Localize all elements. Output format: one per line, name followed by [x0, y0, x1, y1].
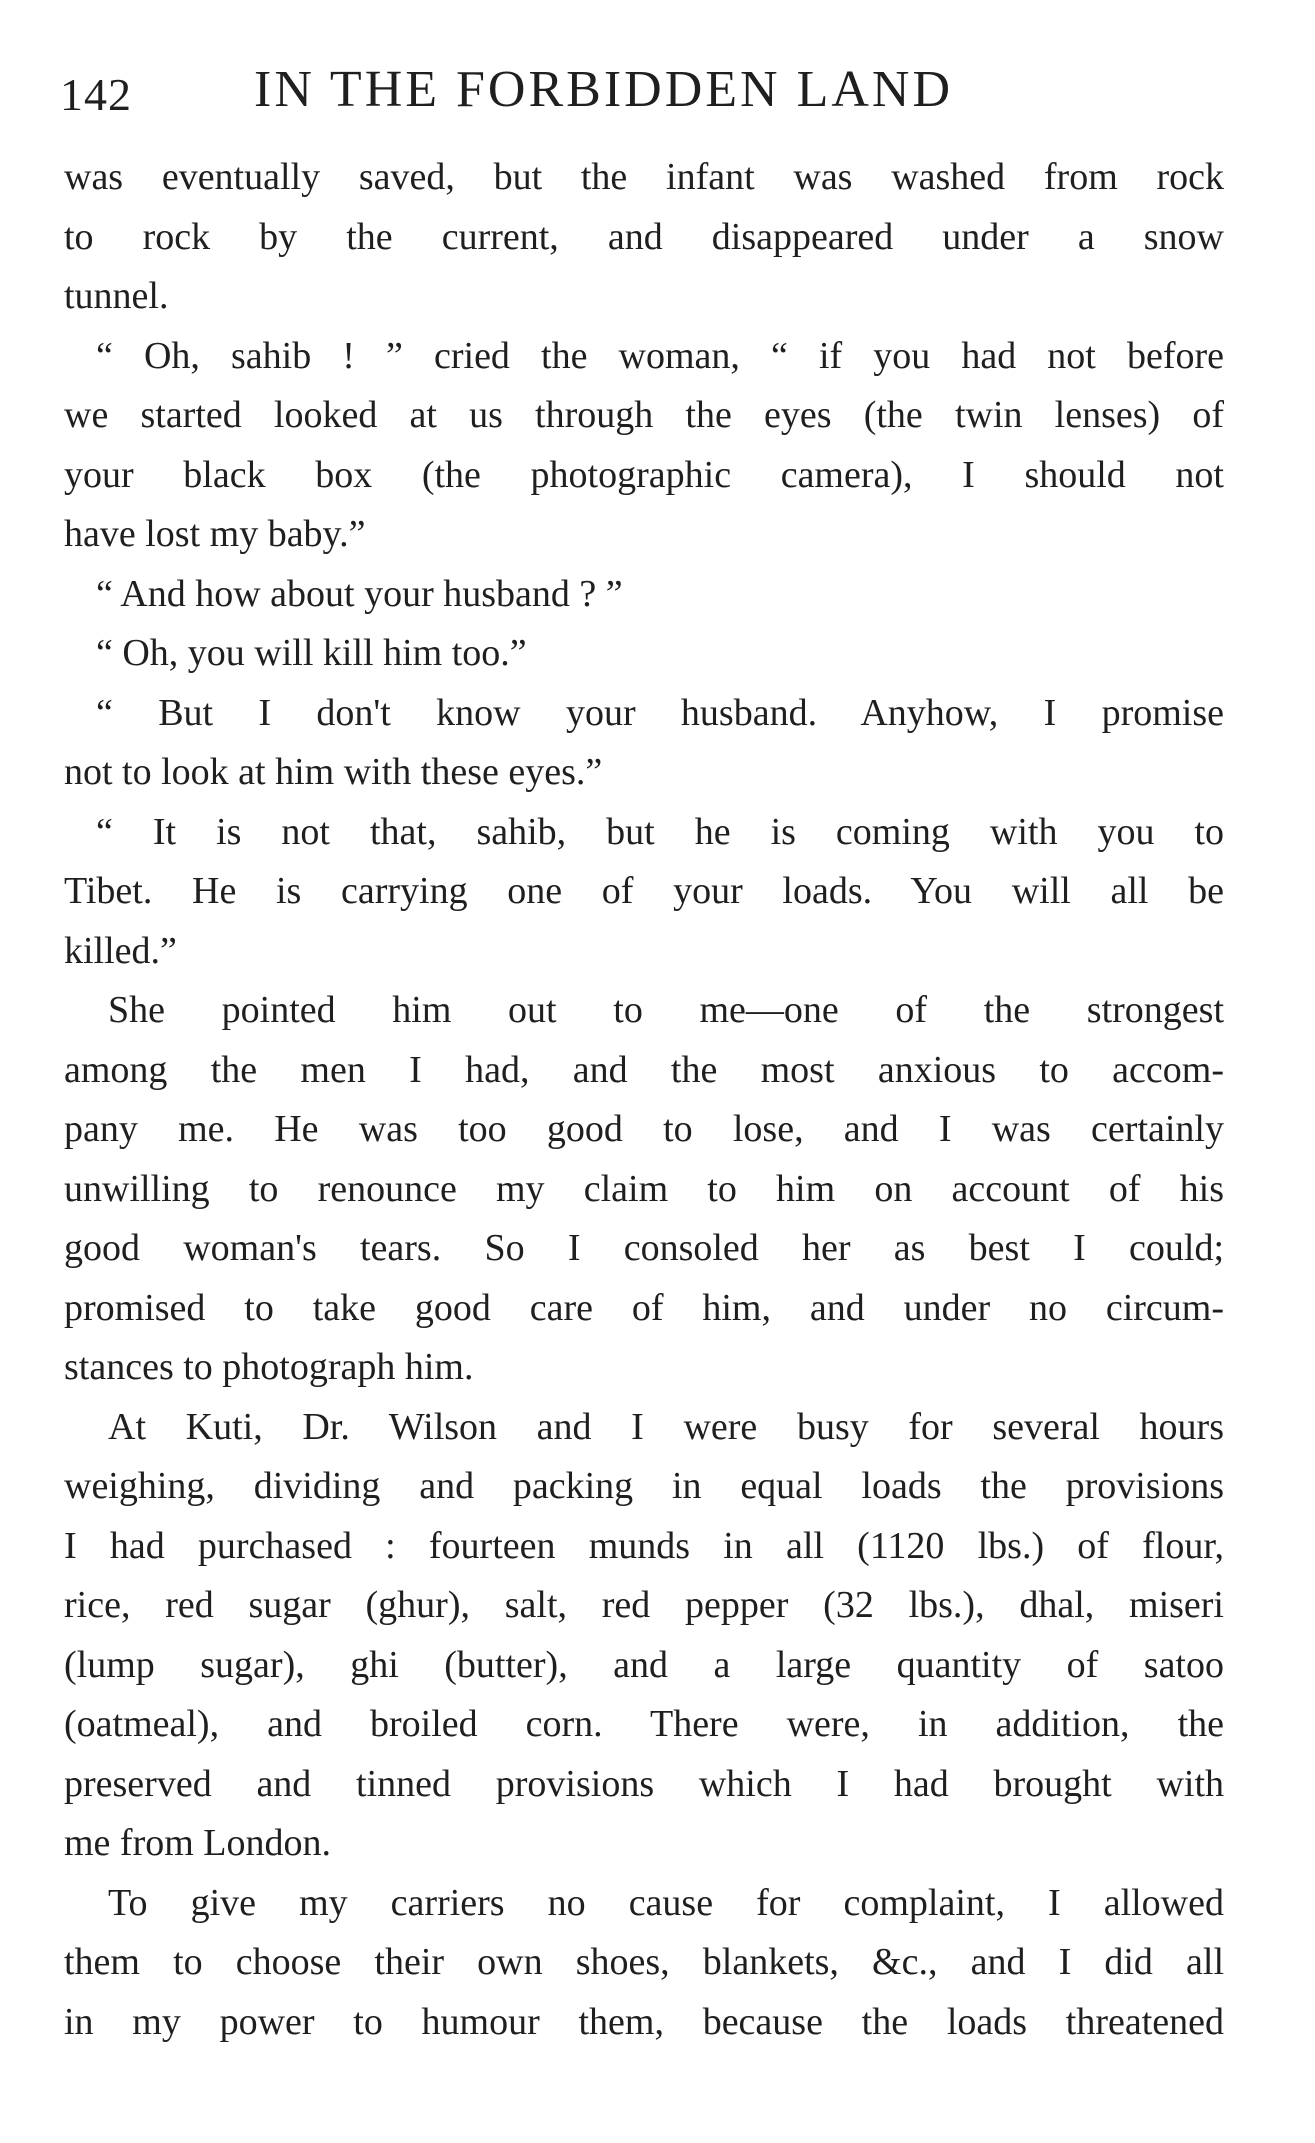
- text-line: At Kuti, Dr. Wilson and I were busy for several hours: [108, 1405, 1224, 1448]
- text-line: “ Oh, you will kill him too.”: [96, 632, 527, 674]
- body-text: [64, 148, 1224, 2052]
- text-line: promised to take good care of him, and under no circum-: [64, 1286, 1224, 1329]
- text-line: I had purchased : fourteen munds in all (1120 lbs.) of flour,: [64, 1524, 1224, 1567]
- text-line: tunnel.: [64, 275, 169, 317]
- text-line: pany me. He was too good to lose, and I was certainly: [64, 1108, 1224, 1150]
- text-line: me from London.: [64, 1822, 332, 1864]
- text-line: Tibet. He is carrying one of your loads. You will all be: [64, 870, 1224, 912]
- text-line: killed.”: [64, 929, 177, 972]
- running-title: IN THE FORBIDDEN LAND: [254, 61, 954, 118]
- text-line: preserved and tinned provisions which I had brought with: [64, 1762, 1224, 1805]
- text-line: your black box (the photographic camera), I should not: [64, 453, 1224, 496]
- text-line: “ But I don't know your husband. Anyhow, I promise: [96, 691, 1224, 734]
- text-line: She pointed him out to me—one of the strongest: [108, 989, 1224, 1031]
- page-number: 142: [60, 69, 132, 120]
- text-line: stances to photograph him.: [64, 1346, 474, 1388]
- text-line: we started looked at us through the eyes (the twin lenses) of: [64, 394, 1224, 436]
- text-line: “ Oh, sahib ! ” cried the woman, “ if you had not before: [96, 334, 1224, 377]
- text-line: To give my carriers no cause for complaint, I allowed: [108, 1881, 1224, 1924]
- text-line: in my power to humour them, because the loads threatened: [64, 2000, 1224, 2043]
- text-line: among the men I had, and the most anxious to accom-: [64, 1048, 1224, 1091]
- text-line: have lost my baby.”: [64, 513, 366, 555]
- text-line: not to look at him with these eyes.”: [64, 751, 603, 793]
- text-line: to rock by the current, and disappeared under a snow: [64, 215, 1224, 258]
- text-line: unwilling to renounce my claim to him on account of his: [64, 1167, 1224, 1210]
- text-line: good woman's tears. So I consoled her as best I could;: [64, 1227, 1224, 1269]
- text-line: “ It is not that, sahib, but he is coming with you to: [96, 810, 1224, 853]
- text-line: rice, red sugar (ghur), salt, red pepper (32 lbs.), dhal, miseri: [64, 1584, 1224, 1626]
- text-line: “ And how about your husband ? ”: [96, 572, 623, 615]
- text-line: was eventually saved, but the infant was washed from rock: [64, 156, 1224, 198]
- text-line: weighing, dividing and packing in equal loads the provisions: [64, 1465, 1224, 1507]
- text-line: (lump sugar), ghi (butter), and a large quantity of satoo: [64, 1643, 1224, 1686]
- text-line: them to choose their own shoes, blankets, &c., and I did all: [64, 1941, 1224, 1983]
- page-header: [60, 60, 1060, 120]
- text-line: (oatmeal), and broiled corn. There were, in addition, the: [64, 1703, 1224, 1745]
